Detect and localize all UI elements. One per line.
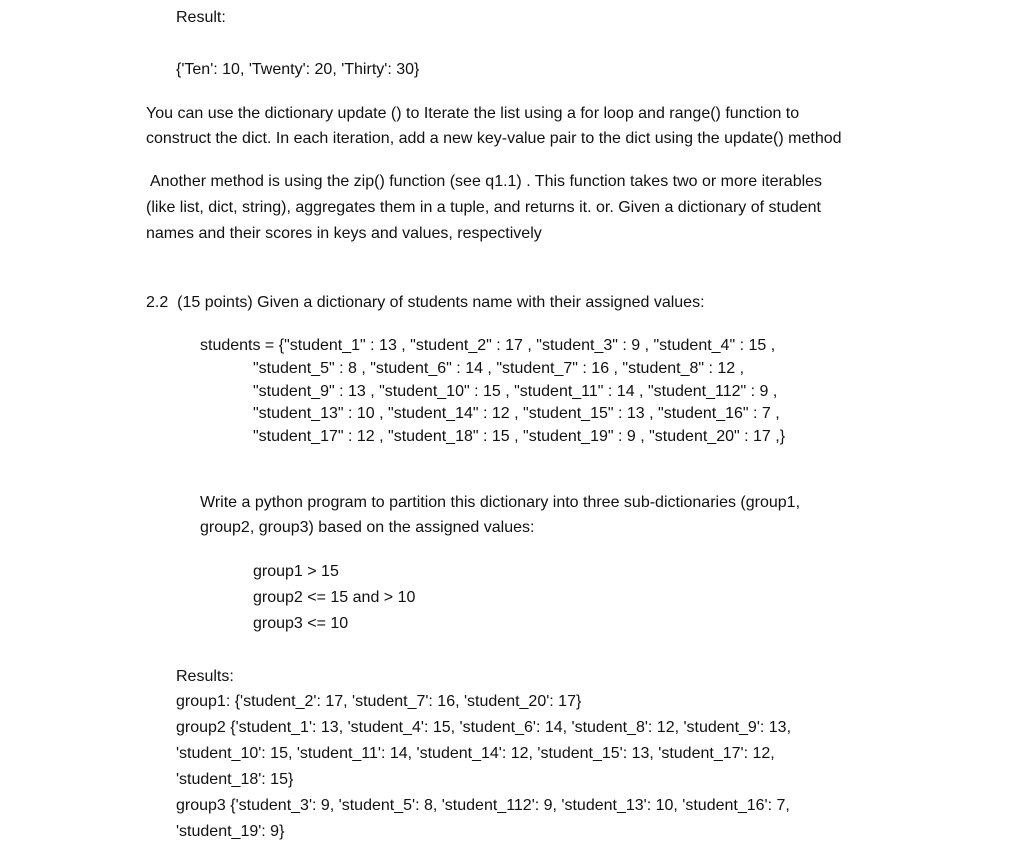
task-line: Write a python program to partition this dictionary into three sub-dictionaries (group1, (200, 494, 801, 511)
code-line: "student_5" : 8 , "student_6" : 14 , "student_7" : 16 , "student_8" : 12 , (253, 360, 745, 377)
results-line: group3 {'student_3': 9, 'student_5': 8, 'student_112': 9, 'student_13': 10, 'student_16': 7, (176, 797, 790, 814)
code-line: "student_17" : 12 , "student_18" : 15 , "student_19" : 9 , "student_20" : 17 ,} (253, 428, 786, 445)
code-line: students = {"student_1" : 13 , "student_2" : 17 , "student_3" : 9 , "student_4" : 15 , (200, 337, 776, 354)
group-condition: group1 > 15 (253, 563, 339, 580)
paragraph-line: names and their scores in keys and values, respectively (146, 225, 542, 242)
paragraph-line: (like list, dict, string), aggregates them in a tuple, and returns it. or. Given a dictionary of student (146, 199, 821, 216)
code-line: "student_9" : 13 , "student_10" : 15 , "student_11" : 14 , "student_112" : 9 , (253, 383, 778, 400)
results-line: group2 {'student_1': 13, 'student_4': 15, 'student_6': 14, 'student_8': 12, 'student_9': 13, (176, 719, 792, 736)
result-value: {'Ten': 10, 'Twenty': 20, 'Thirty': 30} (176, 61, 420, 78)
paragraph-line: construct the dict. In each iteration, add a new key-value pair to the dict using the update() method (146, 130, 842, 147)
group-condition: group3 <= 10 (253, 615, 349, 632)
paragraph-line: You can use the dictionary update () to Iterate the list using a for loop and range() function to (146, 105, 800, 122)
results-line: group1: {'student_2': 17, 'student_7': 16, 'student_20': 17} (176, 693, 582, 710)
paragraph-line: Another method is using the zip() function (see q1.1) . This function takes two or more iterables (150, 173, 823, 190)
group-condition: group2 <= 15 and > 10 (253, 589, 416, 606)
task-line: group2, group3) based on the assigned values: (200, 519, 535, 536)
results-line: 'student_18': 15} (176, 771, 294, 788)
result-heading: Result: (176, 9, 226, 26)
results-line: 'student_19': 9} (176, 823, 285, 840)
results-line: 'student_10': 15, 'student_11': 14, 'student_14': 12, 'student_15': 13, 'student_17': 12, (176, 745, 775, 762)
results-heading: Results: (176, 668, 234, 685)
question-heading: 2.2 (15 points) Given a dictionary of students name with their assigned values: (146, 294, 705, 311)
code-line: "student_13" : 10 , "student_14" : 12 , "student_15" : 13 , "student_16" : 7 , (253, 405, 780, 422)
